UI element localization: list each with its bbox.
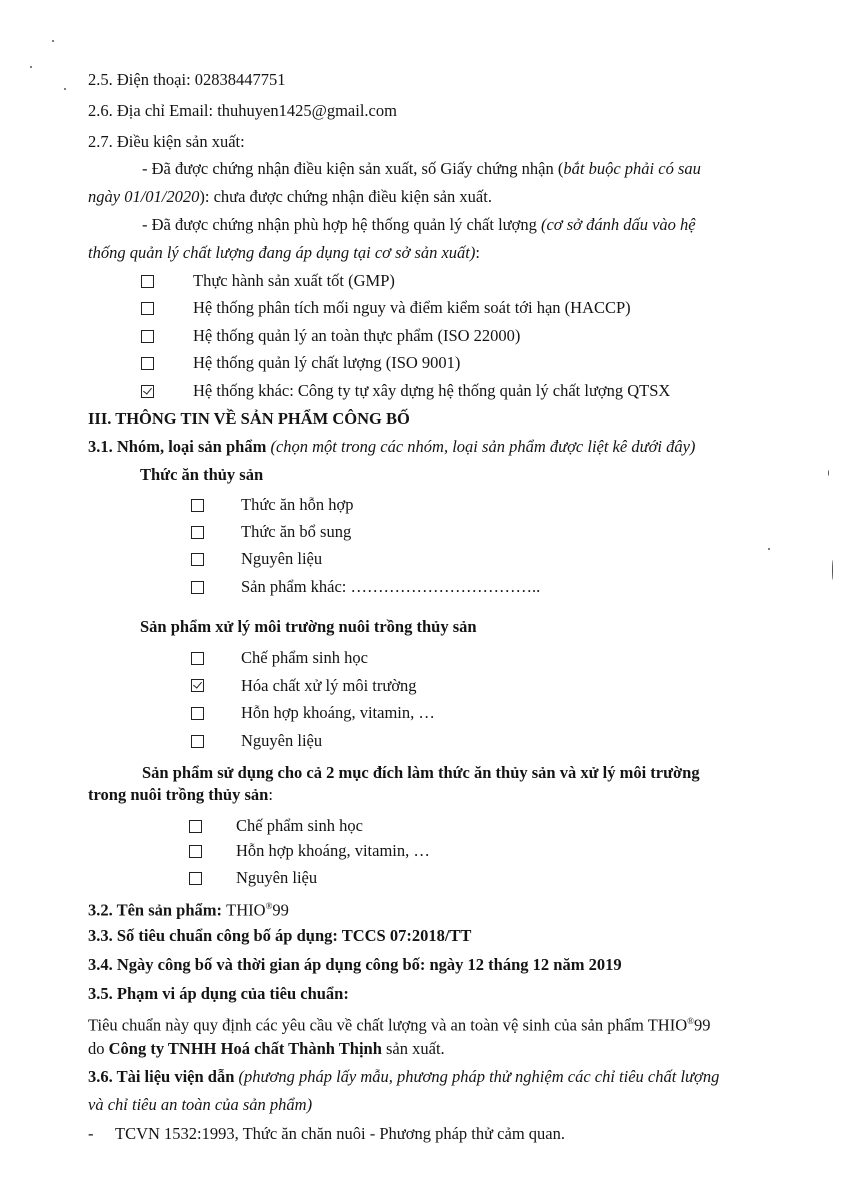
- env-option-label: Hóa chất xử lý môi trường: [241, 676, 417, 695]
- dual-heading-colon: :: [268, 785, 273, 804]
- qms-checkbox-haccp[interactable]: [141, 302, 154, 315]
- feed-option-label: Thức ăn hỗn hợp: [241, 495, 354, 514]
- qms-option-label: Thực hành sản xuất tốt (GMP): [193, 271, 395, 290]
- qms-note-cont: thống quản lý chất lượng đang áp dụng tại cơ sở sản xuất): [88, 243, 476, 262]
- product-name: THIO: [226, 900, 266, 920]
- feed-option-label: Thức ăn bổ sung: [241, 522, 352, 541]
- email-line: 2.6. Địa chỉ Email: thuhuyen1425@gmail.com: [88, 101, 397, 120]
- dual-heading-text: trong nuôi trồng thủy sản: [88, 785, 269, 804]
- dual-heading-line-1: Sản phẩm sử dụng cho cả 2 mục đích làm thức ăn thủy sản và xử lý môi trường: [142, 763, 700, 782]
- qms-note: (cơ sở đánh dấu vào hệ: [540, 215, 696, 234]
- qms-text: - Đã được chứng nhận phù hợp hệ thống quản lý chất lượng: [142, 215, 541, 234]
- qms-option-label: Hệ thống khác: Công ty tự xây dựng hệ thống quản lý chất lượng QTSX: [193, 381, 671, 400]
- section-3-title: III. THÔNG TIN VỀ SẢN PHẨM CÔNG BỐ: [88, 409, 410, 428]
- dual-checkbox-bio[interactable]: [189, 820, 202, 833]
- feed-checkbox-raw[interactable]: [191, 553, 204, 566]
- ref-dash: -: [88, 1124, 94, 1143]
- dual-checkbox-raw[interactable]: [189, 872, 202, 885]
- env-option-label: Chế phẩm sinh học: [241, 648, 368, 667]
- scan-speck: [768, 548, 770, 550]
- feed-checkbox-supplement[interactable]: [191, 526, 204, 539]
- scope-suffix: sản xuất.: [381, 1039, 445, 1058]
- env-option-label: Nguyên liệu: [241, 731, 323, 750]
- feed-heading: Thức ăn thủy sản: [140, 465, 264, 484]
- feed-option-label: Nguyên liệu: [241, 549, 323, 568]
- scope-line-2: [88, 1039, 445, 1059]
- qms-line-2: [88, 243, 480, 263]
- qms-line-1: [142, 215, 696, 235]
- product-name-label: 3.2. Tên sản phẩm:: [88, 900, 227, 920]
- qms-colon: :: [475, 243, 480, 262]
- scan-speck: [52, 40, 54, 42]
- cert-status: ): chưa được chứng nhận điều kiện sản xuất.: [199, 187, 492, 206]
- qms-checkbox-iso9001[interactable]: [141, 357, 154, 370]
- env-checkbox-raw[interactable]: [191, 735, 204, 748]
- qms-checkbox-other[interactable]: [141, 385, 154, 398]
- manufacturer-name: Công ty TNHH Hoá chất Thành Thịnh: [108, 1039, 382, 1058]
- scan-speck: [30, 66, 32, 68]
- product-name-suffix: 99: [272, 900, 289, 920]
- dual-option-label: Chế phẩm sinh học: [236, 816, 363, 835]
- product-group-label: 3.1. Nhóm, loại sản phẩm: [88, 437, 271, 456]
- feed-checkbox-complete[interactable]: [191, 499, 204, 512]
- env-checkbox-bio[interactable]: [191, 652, 204, 665]
- cert-note: bắt buộc phải có sau: [563, 159, 701, 178]
- scan-speck: [64, 88, 66, 90]
- env-option-label: Hỗn hợp khoáng, vitamin, …: [241, 703, 435, 722]
- phone-line: 2.5. Điện thoại: 02838447751: [88, 70, 286, 89]
- conditions-heading: 2.7. Điều kiện sản xuất:: [88, 132, 245, 151]
- scan-speck: [832, 560, 833, 580]
- dual-option-label: Nguyên liệu: [236, 868, 318, 887]
- ref-item: TCVN 1532:1993, Thức ăn chăn nuôi - Phương pháp thử cảm quan.: [115, 1124, 565, 1143]
- cert-line-2: [88, 187, 492, 207]
- env-heading: Sản phẩm xử lý môi trường nuôi trồng thủy sản: [140, 617, 477, 636]
- product-group-heading: [88, 437, 695, 457]
- feed-checkbox-other[interactable]: [191, 581, 204, 594]
- refs-heading: [88, 1067, 719, 1087]
- qms-option-label: Hệ thống quản lý an toàn thực phẩm (ISO 22000): [193, 326, 521, 345]
- refs-label: 3.6. Tài liệu viện dẫn: [88, 1067, 239, 1086]
- scope-text: Tiêu chuẩn này quy định các yêu cầu về chất lượng và an toàn vệ sinh của sản phẩm THIO: [88, 1015, 688, 1035]
- cert-line-1: [142, 159, 701, 179]
- env-checkbox-mineral[interactable]: [191, 707, 204, 720]
- cert-text: - Đã được chứng nhận điều kiện sản xuất, số Giấy chứng nhận (: [142, 159, 564, 178]
- refs-note: (phương pháp lấy mẫu, phương pháp thử nghiệm các chỉ tiêu chất lượng: [238, 1067, 720, 1086]
- scan-speck: [828, 470, 829, 476]
- scope-heading: 3.5. Phạm vi áp dụng của tiêu chuẩn:: [88, 984, 349, 1003]
- product-group-note: (chọn một trong các nhóm, loại sản phẩm được liệt kê dưới đây): [270, 437, 696, 456]
- feed-option-label: Sản phẩm khác: ……………………………..: [241, 577, 541, 596]
- qms-option-label: Hệ thống phân tích mối nguy và điểm kiểm soát tới hạn (HACCP): [193, 298, 631, 317]
- date-line: 3.4. Ngày công bố và thời gian áp dụng công bố: ngày 12 tháng 12 năm 2019: [88, 955, 622, 974]
- refs-line-2: và chỉ tiêu an toàn của sản phẩm): [88, 1095, 313, 1114]
- scope-prefix: do: [88, 1039, 109, 1058]
- dual-option-label: Hỗn hợp khoáng, vitamin, …: [236, 841, 430, 860]
- cert-date: ngày 01/01/2020: [88, 187, 200, 206]
- product-name-line: [88, 896, 289, 921]
- env-checkbox-chemical[interactable]: [191, 679, 204, 692]
- registered-mark: ®: [687, 1016, 694, 1026]
- registered-mark: ®: [265, 901, 273, 911]
- dual-checkbox-mineral[interactable]: [189, 845, 202, 858]
- qms-checkbox-iso22000[interactable]: [141, 330, 154, 343]
- qms-checkbox-gmp[interactable]: [141, 275, 154, 288]
- standard-line: 3.3. Số tiêu chuẩn công bố áp dụng: TCCS 07:2018/TT: [88, 926, 472, 945]
- qms-option-label: Hệ thống quản lý chất lượng (ISO 9001): [193, 353, 461, 372]
- dual-heading-line-2: [88, 785, 273, 805]
- scope-product-suffix: 99: [693, 1015, 711, 1035]
- scope-line-1: [88, 1011, 710, 1036]
